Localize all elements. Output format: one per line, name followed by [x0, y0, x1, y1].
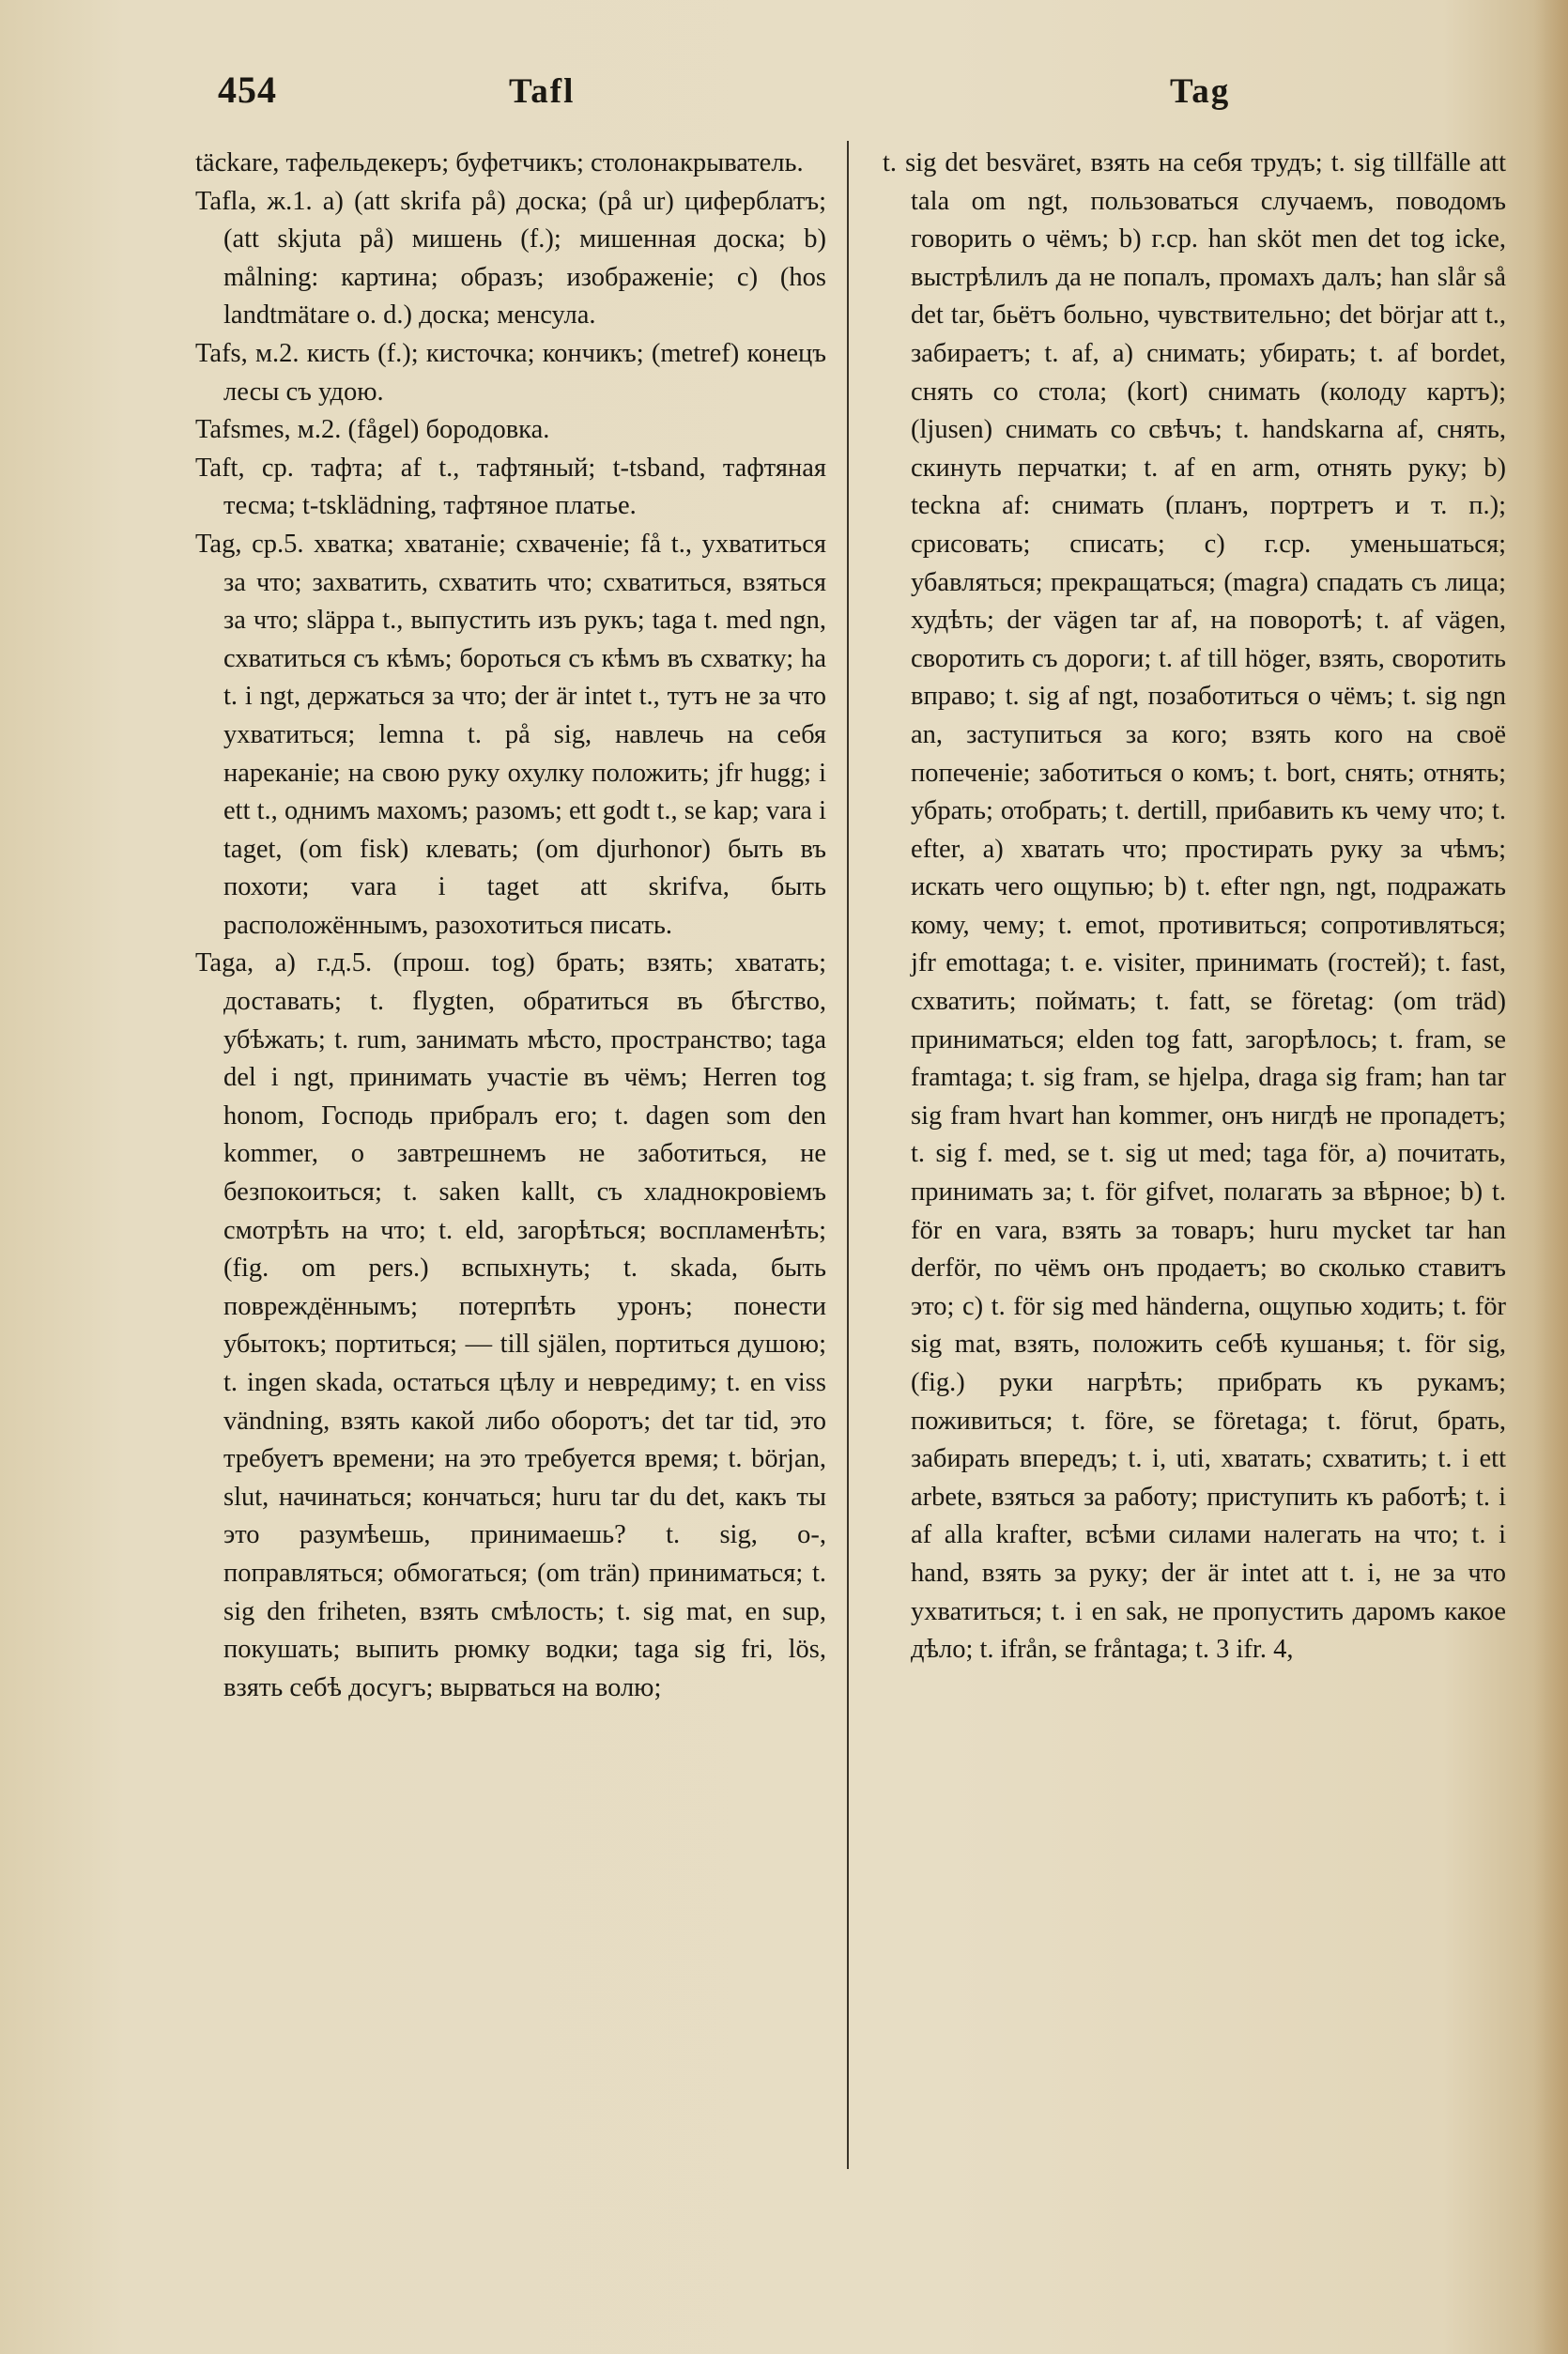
- left-guide-word: Tafl: [509, 72, 576, 111]
- entry-taft: Taft, ср. тафта; af t., тафтяный; t-tsband, тафтяная тесма; t-tsklädning, тафтяное платье.: [195, 453, 826, 521]
- page-number: 454: [218, 69, 277, 111]
- right-guide-word: Tag: [1170, 72, 1231, 111]
- entry-taga-continued: t. sig det besväret, взять на себя трудъ; t. sig tillfälle att tala om ngt, пользоваться случаемъ, поводомъ говорить о чёмъ; b) г.ср. han sköt men det tog icke, выстрѣлилъ да не попалъ, промахъ далъ; han slår så det tar, бьётъ больно, чувствительно; det börjar att t., забираетъ; t. af, a) снимать; убирать; t. af bordet, снять со стола; (kort) снимать (колоду картъ); (ljusen) снимать со свѣчъ; t. handskarna af, снять, скинуть перчатки; t. af en arm, отнять руку; b) teckna af: снимать (планъ, портретъ и т. п.); срисовать; списать; c) г.ср. уменьшаться; убавляться; прекращаться; (magra) спадать съ лица; худѣть; der vägen tar af, на поворотѣ; t. af vägen, своротить съ дороги; t. af till höger, взять, своротить вправо; t. sig af ngt, позаботиться о чёмъ; t. sig ngn an, заступиться за кого; взять кого на своё попеченіе; заботиться о комъ; t. bort, снять; отнять; убрать; отобрать; t. dertill, прибавить къ чему что; t. efter, a) хватать что; простирать руку за чѣмъ; искать чего ощупью; b) t. efter ngn, ngt, подражать кому, чему; t. emot, противиться; сопротивляться; jfr emottaga; t. e. visiter, принимать (гостей); t. fast, схватить; поймать; t. fatt, se företag: (om träd) приниматься; elden tog fatt, загорѣлось; t. fram, se framtaga; t. sig fram, se hjelpa, draga sig fram; han tar sig fram hvart han kommer, онъ нигдѣ не пропадетъ; t. sig f. med, se t. sig ut med; taga för, a) почитать, принимать за; t. för gifvet, полагать за вѣрное; b) t. för en vara, взять за товаръ; huru mycket tar han derför, по чёмъ онъ продаетъ; во сколько ставитъ это; c) t. för sig med händerna, ощупью ходить; t. för sig mat, взять, положить себѣ кушанья; t. för sig, (fig.) руки нагрѣть; прибрать къ рукамъ; поживиться; t. före, se företaga; t. förut, брать, забирать впередъ; t. i, uti, хватать; схватить; t. i ett arbete, взяться за работу; приступить къ работѣ; t. i af alla krafter, всѣми силами налегать на что; t. i hand, взять за руку; der är intet att t. i, не за что ухватиться; t. i en sak, не пропустить даромъ какое дѣло; t. ifrån, se fråntaga; t. 3 ifr. 4,: [883, 148, 1506, 1665]
- running-header: [0, 68, 1568, 124]
- entry-taga: Taga, a) г.д.5. (прош. tog) брать; взять; хватать; доставать; t. flygten, обратиться въ бѣгство, убѣжать; t. rum, занимать мѣсто, пространство; taga del i ngt, принимать участіе въ чёмъ; Herren tog honom, Господь прибралъ его; t. dagen som den kommer, о завтрешнемъ не заботиться, не безпокоиться; t. saken kallt, съ хладнокровіемъ смотрѣть на что; t. eld, загорѣться; воспламенѣть; (fig. om pers.) вспыхнуть; t. skada, быть повреждённымъ; потерпѣть уронъ; понести убытокъ; портиться; — till själen, портиться душою; t. ingen skada, остаться цѣлу и невредиму; t. en viss vändning, взять какой либо оборотъ; det tar tid, это требуетъ времени; на это требуется время; t. början, slut, начинаться; кончаться; huru tar du det, какъ ты это разумѣешь, принимаешь? t. sig, о-, поправляться; обмогаться; (om trän) приниматься; t. sig den friheten, взять смѣлость; t. sig mat, en sup, покушать; выпить рюмку водки; taga sig fri, lös, взять себѣ досугъ; вырваться на волю;: [195, 948, 826, 1702]
- entry-tag: Tag, ср.5. хватка; хватаніе; схваченіе; få t., ухватиться за что; захватить, схватить что; схватиться, взяться за что; släppa t., выпустить изъ рукъ; taga t. med ngn, схватиться съ кѣмъ; бороться съ кѣмъ въ схватку; ha t. i ngt, держаться за что; der är intet t., тутъ не за что ухватиться; lemna t. på sig, навлечь на себя нареканіе; на свою руку охулку положить; jfr hugg; i ett t., однимъ махомъ; разомъ; ett godt t., se kap; vara i taget, (om fisk) клевать; (om djurhonor) быть въ похоти; vara i taget att skrifva, быть расположённымъ, разохотиться писать.: [195, 529, 826, 940]
- entry-tafs: Tafs, м.2. кисть (f.); кисточка; кончикъ; (metref) конецъ лесы съ удою.: [195, 338, 826, 407]
- column-divider: [847, 141, 849, 2169]
- page-edge-shading: [1534, 0, 1568, 2354]
- left-column: [195, 145, 826, 2298]
- entry-tackare-continued: täckare, тафельдекеръ; буфетчикъ; столонакрыватель.: [195, 148, 804, 177]
- right-column: [883, 145, 1506, 2298]
- entry-tafla: Tafla, ж.1. a) (att skrifa på) доска; (på ur) циферблатъ; (att skjuta på) мишень (f.); мишенная доска; b) målning: картина; образъ; изображеніе; c) (hos landtmätare o. d.) доска; менсула.: [195, 186, 826, 331]
- entry-tafsmes: Tafsmes, м.2. (fågel) бородовка.: [195, 415, 550, 445]
